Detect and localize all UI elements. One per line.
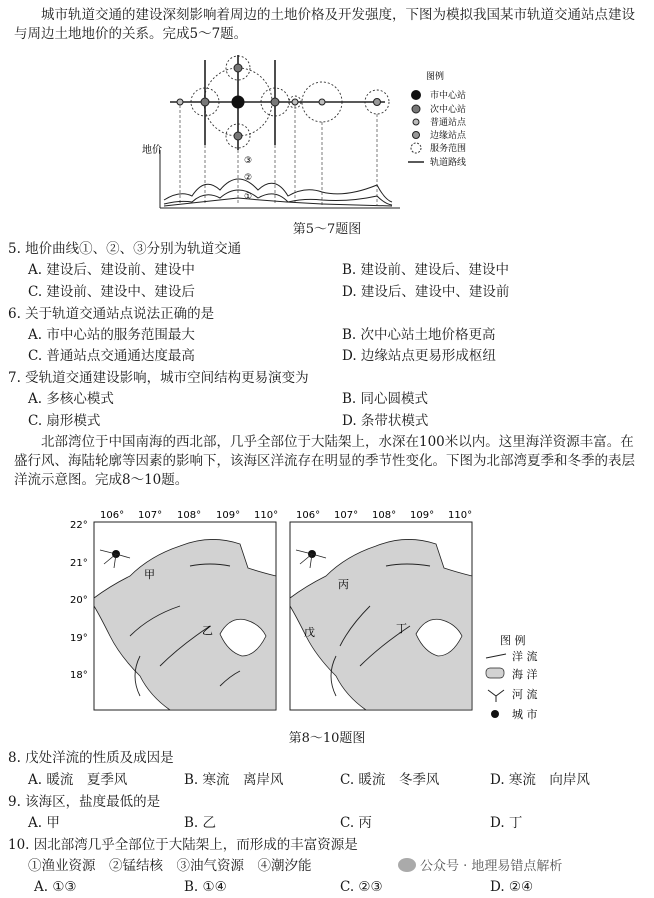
question-6: 6. 关于轨道交通站点说法正确的是 xyxy=(8,306,215,322)
legend1-item: 边缘站点 xyxy=(430,131,467,141)
q10-option-d: D. ②④ xyxy=(490,879,534,895)
q9-option-b: B. 乙 xyxy=(184,815,217,831)
q7-option-c: C. 扇形模式 xyxy=(28,413,101,429)
xtick: 109° xyxy=(216,510,241,521)
sub-center-station xyxy=(234,132,242,140)
q10-items: ①渔业资源 ②锰结核 ③油气资源 ④潮汐能 xyxy=(28,858,312,874)
ytick: 18° xyxy=(70,670,88,681)
legend1-item: 市中心站 xyxy=(430,91,467,101)
question-9: 9. 该海区，盐度最低的是 xyxy=(8,794,161,810)
figure2-caption: 第8～10题图 xyxy=(288,731,366,746)
q6-option-c: C. 普通站点交通通达度最高 xyxy=(28,348,195,364)
legend1-item: 服务范围 xyxy=(430,144,467,154)
sub-center-station xyxy=(234,64,242,72)
q7-option-a: A. 多核心模式 xyxy=(28,391,114,407)
legend1-title: 图例 xyxy=(426,72,445,82)
xtick: 107° xyxy=(138,510,163,521)
normal-station xyxy=(177,99,183,105)
label-yi: 乙 xyxy=(202,624,213,637)
curve-label-1: ① xyxy=(244,192,253,202)
q8-option-b: B. 寒流 离岸风 xyxy=(184,772,284,788)
watermark xyxy=(398,855,562,874)
map-summer xyxy=(94,522,276,710)
label-jia: 甲 xyxy=(144,568,155,581)
xtick: 108° xyxy=(177,510,202,521)
q10-option-c: C. ②③ xyxy=(340,879,383,895)
figure-rail-landprice xyxy=(140,50,520,220)
label-bing: 丙 xyxy=(338,578,349,591)
legend1-item: 次中心站 xyxy=(430,105,467,115)
q5-option-b: B. 建设前、建设后、建设中 xyxy=(342,262,510,278)
xtick: 109° xyxy=(410,510,435,521)
ytick: 22° xyxy=(70,520,88,531)
sub-center-station xyxy=(271,98,279,106)
xtick: 107° xyxy=(334,510,359,521)
ytick: 20° xyxy=(70,595,88,606)
figure1-ylabel: 地价 xyxy=(142,145,162,156)
question-5: 5. 地价曲线①、②、③分别为轨道交通 xyxy=(8,241,242,257)
q10-option-a: A. ①③ xyxy=(34,879,77,895)
q6-option-d: D. 边缘站点更易形成枢纽 xyxy=(342,348,496,364)
ytick: 21° xyxy=(70,558,88,569)
normal-station xyxy=(319,99,325,105)
q9-option-a: A. 甲 xyxy=(28,815,60,831)
legend2-title: 图 例 xyxy=(500,634,526,647)
q5-option-c: C. 建设前、建设中、建设后 xyxy=(28,284,195,300)
question-7: 7. 受轨道交通建设影响，城市空间结构更易演变为 xyxy=(8,370,309,386)
question-10: 10. 因北部湾几乎全部位于大陆架上，而形成的丰富资源是 xyxy=(8,837,358,853)
figure-beibu-gulf-currents xyxy=(70,506,590,726)
edge-station xyxy=(374,99,381,106)
legend1-item: 轨道路线 xyxy=(430,158,467,168)
xtick: 106° xyxy=(100,510,125,521)
question-8: 8. 戊处洋流的性质及成因是 xyxy=(8,750,174,766)
q9-option-d: D. 丁 xyxy=(490,815,523,831)
q7-option-b: B. 同心圆模式 xyxy=(342,391,429,407)
intro-paragraph-1: 城市轨道交通的建设深刻影响着周边的土地价格及开发强度，下图为模拟我国某市轨道交通站点建设与周边土地地价的关系。完成5～7题。 xyxy=(14,7,635,42)
q6-option-b: B. 次中心站土地价格更高 xyxy=(342,327,496,343)
curve-label-3: ③ xyxy=(244,156,253,166)
legend2-item: 城 市 xyxy=(512,708,538,721)
q8-option-d: D. 寒流 向岸风 xyxy=(490,772,590,788)
label-ding: 丁 xyxy=(396,622,407,635)
figure1-caption: 第5～7题图 xyxy=(292,222,362,237)
q10-option-b: B. ①④ xyxy=(184,879,227,895)
xtick: 108° xyxy=(372,510,397,521)
q6-option-a: A. 市中心站的服务范围最大 xyxy=(28,327,195,343)
q8-option-c: C. 暖流 冬季风 xyxy=(340,772,440,788)
map-winter xyxy=(290,522,472,710)
legend2-item: 洋 流 xyxy=(512,650,538,663)
q9-option-c: C. 丙 xyxy=(340,815,372,831)
intro-paragraph-2: 北部湾位于中国南海的西北部，几乎全部位于大陆架上，水深在100米以内。这里海洋资源丰富。在盛行风、海陆轮廓等因素的影响下，该海区洋流存在明显的季节性变化。下图为北部湾夏季和冬季的表层洋流示意图。完成8～10题。 xyxy=(14,434,635,488)
center-station xyxy=(232,96,245,109)
legend2-item: 海 洋 xyxy=(512,668,538,681)
q8-option-a: A. 暖流 夏季风 xyxy=(28,772,128,788)
xtick: 110° xyxy=(448,510,473,521)
legend1-item: 普通站点 xyxy=(430,118,467,128)
normal-station xyxy=(292,99,298,105)
xtick: 106° xyxy=(296,510,321,521)
xtick: 110° xyxy=(254,510,279,521)
q7-option-d: D. 条带状模式 xyxy=(342,413,429,429)
q5-option-d: D. 建设后、建设中、建设前 xyxy=(342,284,510,300)
legend2-item: 河 流 xyxy=(512,688,538,701)
q5-option-a: A. 建设后、建设前、建设中 xyxy=(28,262,195,278)
curve-label-2: ② xyxy=(244,173,253,183)
watermark-text: 公众号 · 地理易错点解析 xyxy=(420,859,563,874)
wechat-icon xyxy=(398,858,416,872)
ytick: 19° xyxy=(70,633,88,644)
label-wu: 戊 xyxy=(304,626,315,639)
sub-center-station xyxy=(201,98,209,106)
